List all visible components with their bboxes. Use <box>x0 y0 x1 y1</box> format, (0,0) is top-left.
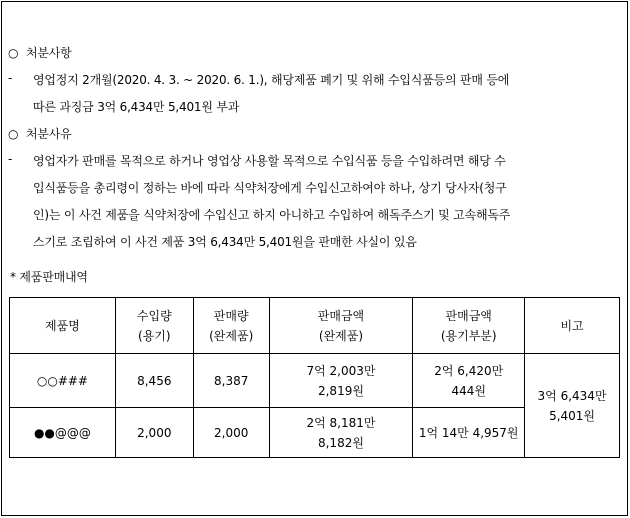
product-cell: ○○### <box>10 354 116 408</box>
header-cell-product: 제품명 <box>10 298 116 354</box>
circle-bullet-icon: ○ <box>8 46 19 60</box>
sales-qty-cell: 2,000 <box>193 408 269 458</box>
amount-finished-cell: 2억 8,181만 8,182원 <box>269 408 413 458</box>
paragraph-line: 영업정지 2개월(2020. 4. 3. ~ 2020. 6. 1.), 해당제품 폐기 및 위해 수입식품등의 판매 등에 <box>33 73 510 87</box>
section-heading-reason <box>8 125 72 142</box>
header-cell-amount-finished: 판매금액 (완제품) <box>269 298 413 354</box>
table-row <box>10 354 620 408</box>
amount-finished-cell: 7억 2,003만 2,819원 <box>269 354 413 408</box>
import-qty-cell: 8,456 <box>115 354 193 408</box>
section-heading-disposition <box>8 44 72 61</box>
paragraph-line: 인)는 이 사건 제품을 식약처장에 수입신고 하지 아니하고 수입하여 해독주스기 및 고속해독주 <box>33 208 511 222</box>
section-title: 처분사유 <box>26 127 72 141</box>
table-header-row <box>10 298 620 354</box>
header-cell-import-qty: 수입량 (용기) <box>115 298 193 354</box>
dash-bullet: - <box>8 71 13 85</box>
header-cell-sales-qty: 판매량 (완제품) <box>193 298 269 354</box>
header-cell-amount-container: 판매금액 (용기부분) <box>413 298 525 354</box>
dash-bullet: - <box>8 152 13 166</box>
amount-container-cell: 1억 14만 4,957원 <box>413 408 525 458</box>
table-caption: * 제품판매내역 <box>10 270 88 284</box>
circle-bullet-icon: ○ <box>8 127 19 141</box>
import-qty-cell: 2,000 <box>115 408 193 458</box>
amount-container-cell: 2억 6,420만 444원 <box>413 354 525 408</box>
paragraph-line: 스기로 조립하여 이 사건 제품 3억 6,434만 5,401원을 판매한 사실이 있음 <box>33 235 417 249</box>
product-cell: ●●@@@ <box>10 408 116 458</box>
paragraph-line: 따른 과징금 3억 6,434만 5,401원 부과 <box>33 100 240 114</box>
header-cell-remark: 비고 <box>525 298 620 354</box>
remark-cell: 3억 6,434만 5,401원 <box>525 354 620 458</box>
sales-qty-cell: 8,387 <box>193 354 269 408</box>
section-title: 처분사항 <box>26 46 72 60</box>
paragraph-line: 영업자가 판매를 목적으로 하거나 영업상 사용할 목적으로 수입식품 등을 수입하려면 해당 수 <box>33 154 506 168</box>
paragraph-line: 입식품등을 총리령이 정하는 바에 따라 식약처장에게 수입신고하여야 하나, 상기 당사자(청구 <box>33 181 507 195</box>
sales-table <box>9 297 620 458</box>
